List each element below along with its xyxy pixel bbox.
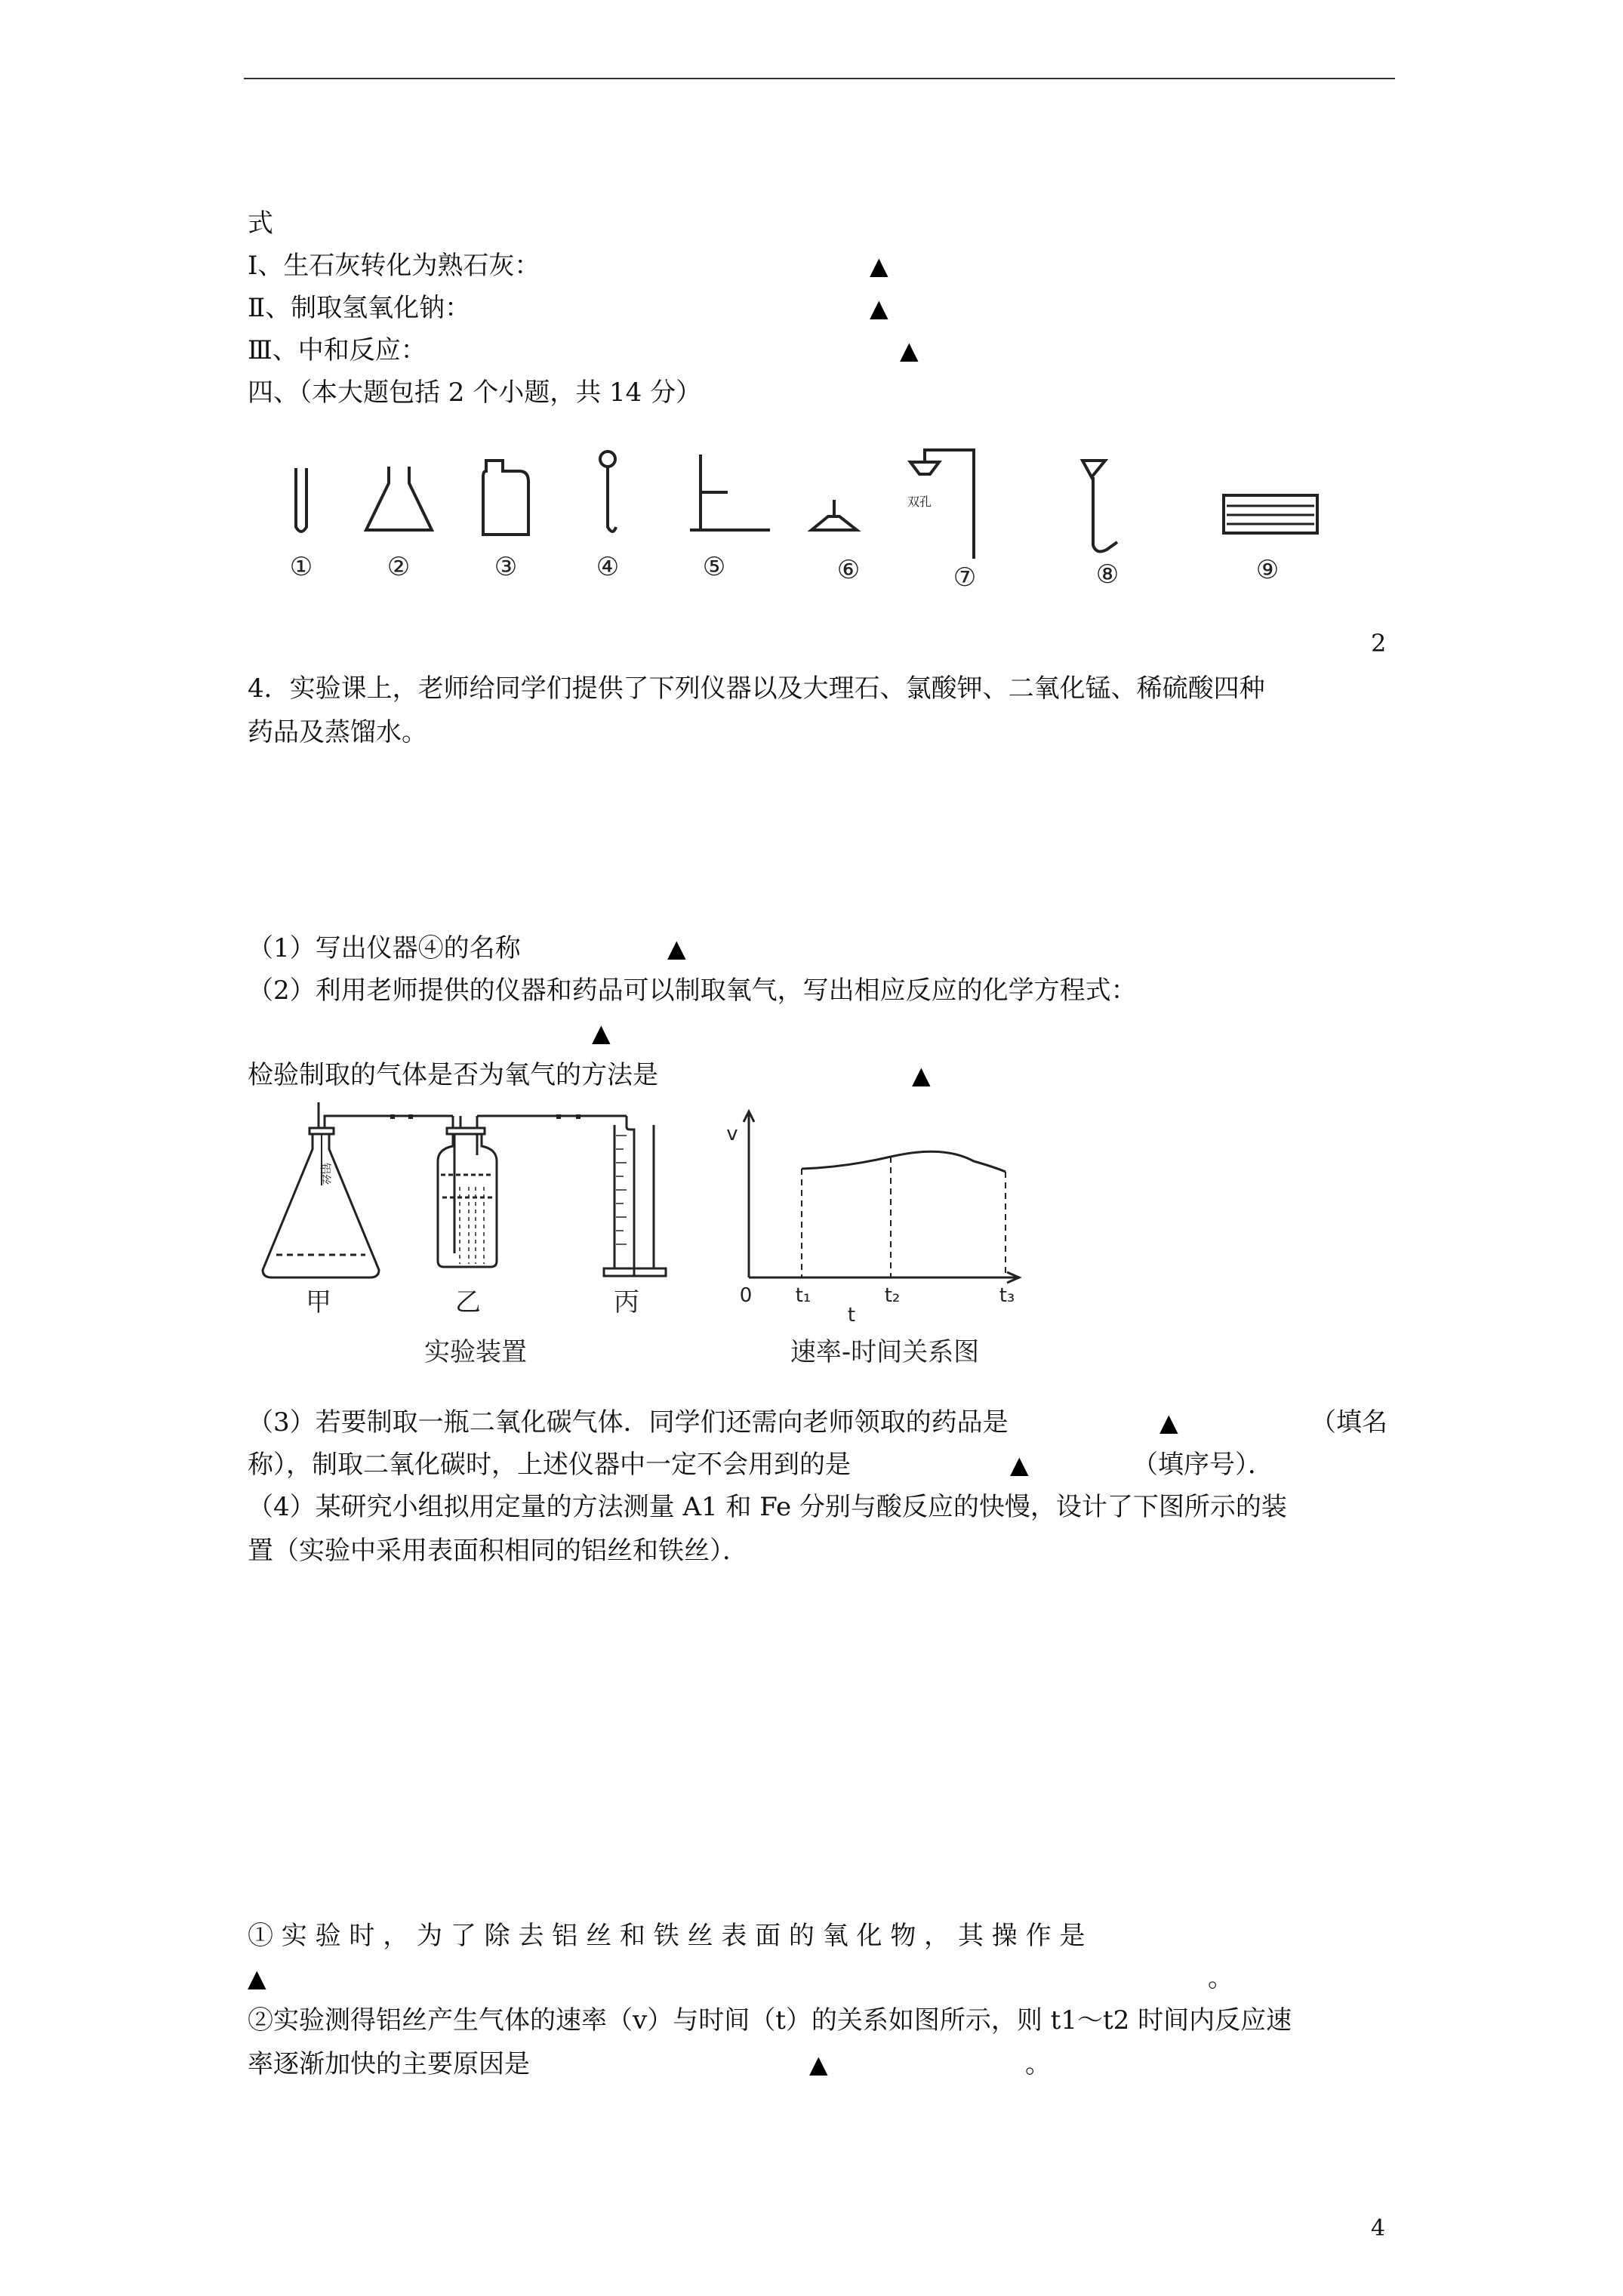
- answer-mark: ▲: [912, 1061, 931, 1089]
- reagent-bottle-icon: [483, 461, 528, 535]
- flask-jia-icon: [263, 1102, 453, 1277]
- q4-part3-b: 称），制取二氧化碳时，上述仪器中一定不会用到的是: [248, 1450, 851, 1480]
- water-trough-icon: [1224, 495, 1317, 533]
- instrument-label-1: ①: [289, 552, 313, 582]
- answer-mark: ▲: [667, 934, 686, 963]
- q4-c2-line-1: ②实验测得铝丝产生气体的速率（v）与时间（t）的关系如图所示，则 t1～t2 时间内反应速: [248, 2005, 1292, 2036]
- instrument-label-6: ⑥: [836, 555, 861, 585]
- rate-x-label: t: [847, 1304, 856, 1327]
- alcohol-lamp-icon: [812, 500, 857, 530]
- q4-part2-test: 检验制取的气体是否为氧气的方法是: [248, 1060, 658, 1090]
- q4-c2-line-2: 率逐渐加快的主要原因是: [248, 2049, 530, 2079]
- page-number: 4: [1371, 2215, 1386, 2242]
- instrument-figure: [257, 438, 1374, 604]
- rate-tick-t1: t₁: [795, 1284, 812, 1307]
- answer-mark: ▲: [870, 294, 888, 322]
- q4-part3-a-tail: （填名: [1310, 1407, 1387, 1438]
- apparatus-label-bing: 丙: [614, 1287, 639, 1318]
- q4-c2-end: 。: [1025, 2049, 1051, 2079]
- section4-heading: 四、（本大题包括 2 个小题，共 14 分）: [248, 378, 702, 408]
- rate-tick-t3: t₃: [999, 1284, 1015, 1307]
- answer-mark: ▲: [1160, 1408, 1178, 1437]
- q4-part3-a: （3）若要制取一瓶二氧化碳气体．同学们还需向老师领取的药品是: [248, 1407, 1009, 1438]
- bent-tube-icon: [1083, 461, 1117, 551]
- q4-stem-1: 4．实验课上，老师给同学们提供了下列仪器以及大理石、氯酸钾、二氧化锰、稀硫酸四种: [248, 673, 1265, 704]
- q4-stem-2: 药品及蒸馏水。: [248, 717, 427, 747]
- q3-item3: Ⅲ、中和反应：: [248, 335, 427, 365]
- instrument-label-9: ⑨: [1255, 555, 1280, 585]
- rate-curve: [802, 1151, 1006, 1172]
- answer-mark: ▲: [870, 251, 888, 280]
- q4-part4-a: （4）某研究小组拟用定量的方法测量 A1 和 Fe 分别与酸反应的快慢，设计了下图所示的装: [248, 1492, 1287, 1522]
- q4-part1: （1）写出仪器④的名称: [248, 933, 521, 963]
- instrument-label-7: ⑦: [953, 562, 977, 593]
- q4-part3-b-tail: （填序号）．: [1132, 1450, 1273, 1480]
- q4-part2: （2）利用老师提供的仪器和药品可以制取氧气，写出相应反应的化学方程式：: [248, 975, 1137, 1006]
- apparatus-label-jia: 甲: [306, 1287, 331, 1318]
- score-2: 2: [1371, 629, 1387, 658]
- answer-mark: ▲: [248, 1964, 266, 1992]
- answer-mark: ▲: [1010, 1450, 1029, 1479]
- apparatus-caption: 实验装置: [424, 1337, 527, 1367]
- q3-item1: Ⅰ、生石灰转化为熟石灰：: [248, 251, 540, 281]
- instrument-label-8: ⑧: [1095, 559, 1119, 590]
- rate-origin: 0: [739, 1284, 753, 1307]
- gas-bottle-yi-icon: [438, 1116, 627, 1267]
- iron-stand-icon: [690, 455, 770, 530]
- instrument-label-2: ②: [387, 552, 411, 582]
- rate-graph-axes: [744, 1111, 1019, 1283]
- q3-item2: Ⅱ、制取氢氧化钠：: [248, 293, 471, 323]
- wire-label: 铝丝: [319, 1163, 332, 1186]
- combustion-spoon-icon: [600, 451, 616, 532]
- rate-tick-t2: t₂: [884, 1284, 901, 1307]
- q3-line0: 式: [248, 208, 273, 239]
- q4-c1-end: 。: [1208, 1963, 1233, 1993]
- header-rule: [244, 78, 1395, 79]
- instrument-label-4: ④: [596, 552, 620, 582]
- answer-mark: ▲: [592, 1019, 611, 1047]
- q4-part4-b: 置（实验中采用表面积相同的铝丝和铁丝）．: [248, 1536, 748, 1566]
- apparatus-figure: [249, 1102, 1049, 1382]
- answer-mark: ▲: [900, 336, 919, 365]
- apparatus-label-yi: 乙: [455, 1287, 481, 1318]
- q4-c1-line: ① 实 验 时 ， 为 了 除 去 铝 丝 和 铁 丝 表 面 的 氧 化 物 ， 其 操 作 是: [248, 1921, 1086, 1951]
- instrument-label-3: ③: [494, 552, 518, 582]
- answer-mark: ▲: [809, 2050, 828, 2079]
- graduated-cylinder-bing-icon: [604, 1116, 666, 1276]
- double-hole-label: 双孔: [907, 495, 932, 509]
- test-tube-icon: [296, 468, 306, 532]
- instrument-label-5: ⑤: [702, 552, 726, 582]
- conical-flask-icon: [366, 467, 432, 530]
- rate-caption: 速率-时间关系图: [790, 1337, 980, 1367]
- rate-y-label: v: [726, 1123, 738, 1145]
